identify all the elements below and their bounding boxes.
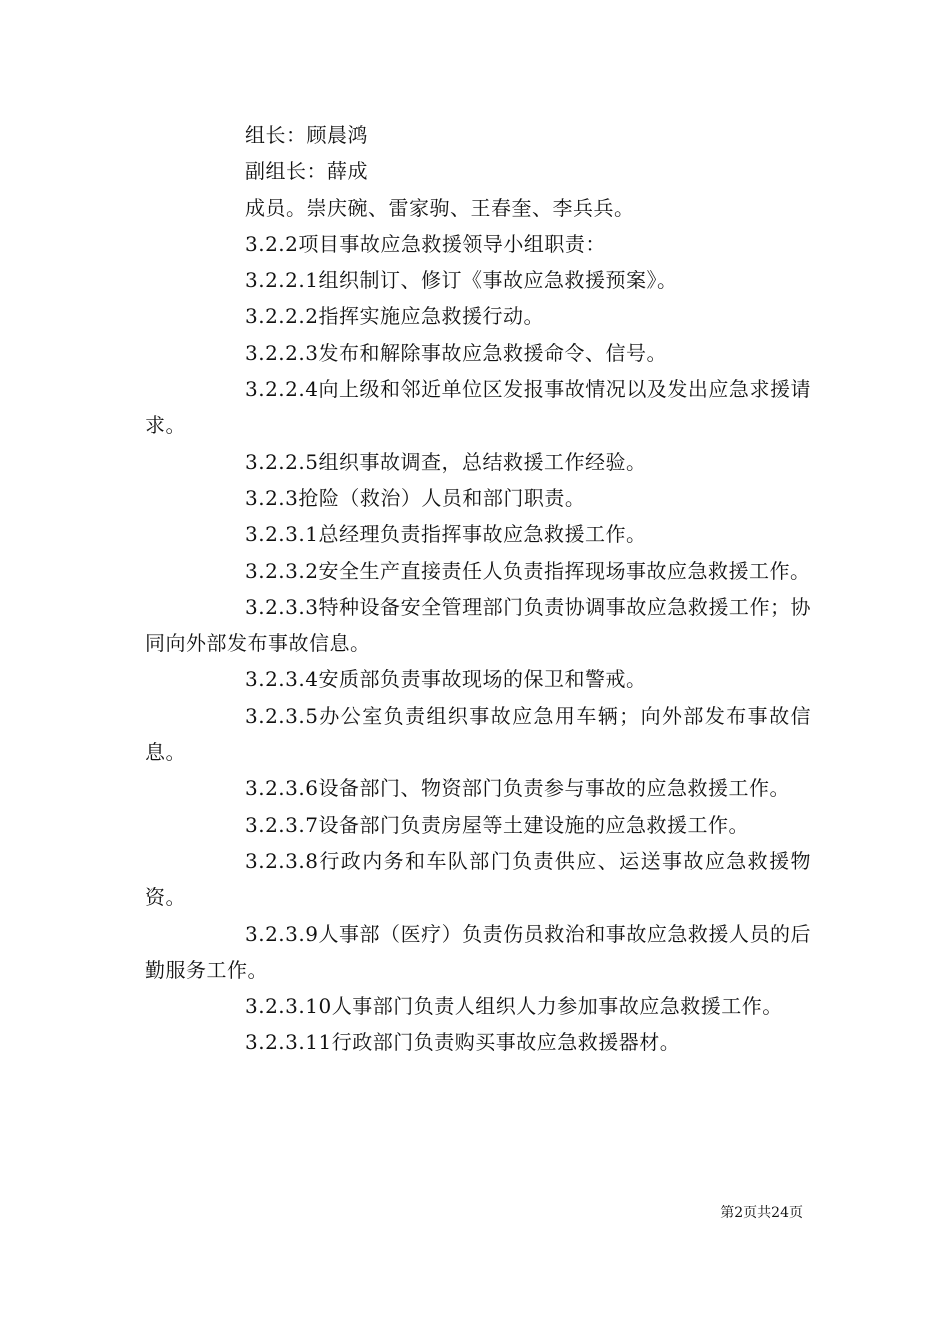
paragraph-3-2-2: 3.2.2项目事故应急救援领导小组职责： [245,231,606,256]
paragraph-deputy-leader: 副组长：薛成 [245,159,368,184]
paragraph-leader: 组长：顾晨鸿 [245,123,368,147]
paragraph-3-2-3-2: 3.2.3.2安全生产直接责任人负责指挥现场事故应急救援工作。 [245,558,811,583]
paragraph-3-2-3-6: 3.2.3.6设备部门、物资部门负责参与事故的应急救援工作。 [245,776,790,801]
paragraph-3-2-2-5: 3.2.2.5组织事故调查，总结救援工作经验。 [245,449,647,474]
paragraph-3-2-3-5: 3.2.3.5办公室负责组织事故应急用车辆；向外部发布事故信息。 [145,703,811,765]
paragraph-3-2-2-3: 3.2.2.3发布和解除事故应急救援命令、信号。 [245,340,667,365]
paragraph-3-2-3-4: 3.2.3.4安质部负责事故现场的保卫和警戒。 [245,667,647,692]
paragraph-3-2-2-1: 3.2.2.1组织制订、修订《事故应急救援预案》。 [245,268,678,293]
document-body [145,117,811,1061]
paragraph-3-2-2-2: 3.2.2.2指挥实施应急救援行动。 [245,304,544,329]
paragraph-3-2-3-7: 3.2.3.7设备部门负责房屋等土建设施的应急救援工作。 [245,812,749,837]
paragraph-3-2-3-9: 3.2.3.9人事部（医疗）负责伤员救治和事故应急救援人员的后勤服务工作。 [145,921,811,982]
paragraph-3-2-3-11: 3.2.3.11行政部门负责购买事故应急救援器材。 [245,1030,681,1055]
page-number-footer: 第2页共24页 [720,1205,803,1221]
paragraph-3-2-3-1: 3.2.3.1总经理负责指挥事故应急救援工作。 [245,522,647,547]
paragraph-3-2-3: 3.2.3抢险（救治）人员和部门职责。 [245,485,586,510]
paragraph-3-2-3-3: 3.2.3.3特种设备安全管理部门负责协调事故应急救援工作；协同向外部发布事故信息。 [145,594,811,656]
paragraph-3-2-3-10: 3.2.3.10人事部门负责人组织人力参加事故应急救援工作。 [245,994,783,1019]
paragraph-3-2-3-8: 3.2.3.8行政内务和车队部门负责供应、运送事故应急救援物资。 [145,848,811,910]
paragraph-3-2-2-4: 3.2.2.4向上级和邻近单位区发报事故情况以及发出应急求援请求。 [145,377,811,438]
paragraph-members: 成员。崇庆碗、雷家驹、王春奎、李兵兵。 [245,195,635,220]
